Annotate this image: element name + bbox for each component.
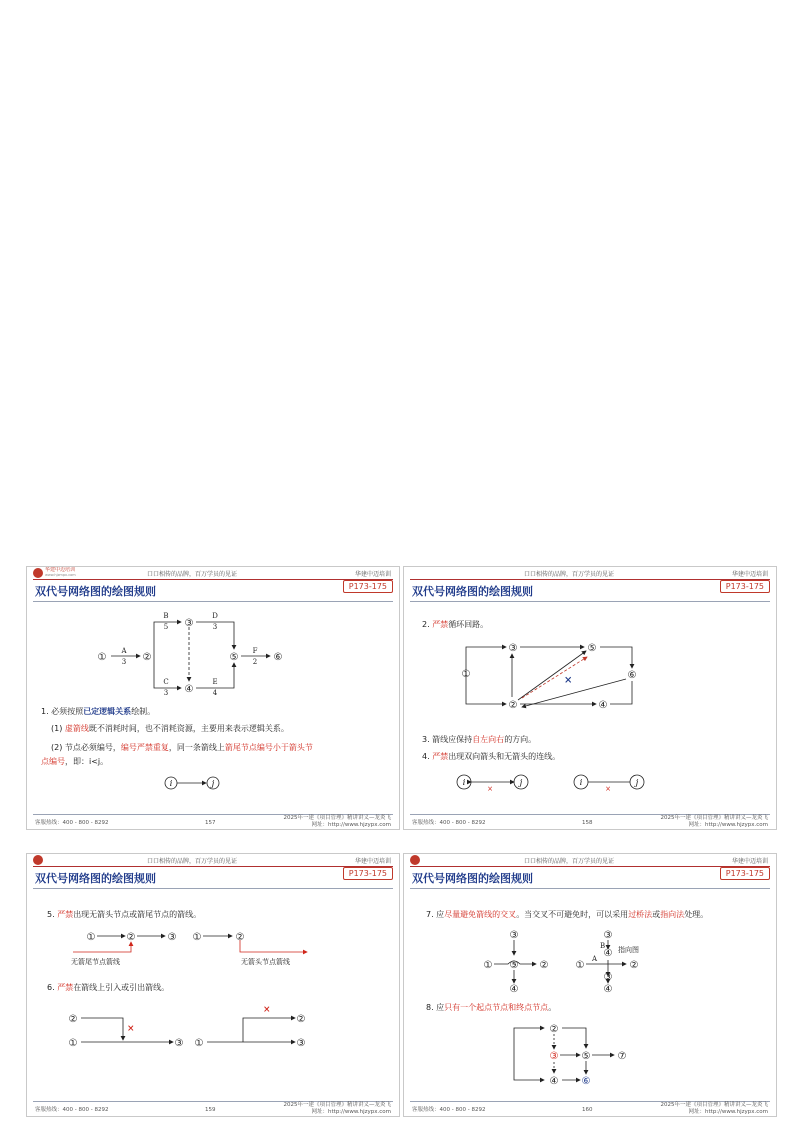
pointer-label: 指向图: [618, 946, 639, 954]
brand: 华建中迈培训: [731, 858, 768, 865]
node-1-pointer: ①: [575, 960, 585, 971]
node-i-b: i: [579, 778, 583, 787]
slogan: 口口相传的品牌，百万学员的见证: [524, 571, 615, 578]
slogan: 口口相传的品牌，百万学员的见证: [524, 858, 615, 865]
arrow-A-label: A: [121, 647, 127, 655]
arrow-D-label: D: [212, 612, 218, 620]
network-diagram: [27, 567, 399, 829]
node-1-d: ①: [194, 1038, 204, 1049]
node-7-single: ⑦: [617, 1051, 627, 1062]
brand: 华建中迈培训: [354, 858, 391, 865]
node-3: ③: [184, 618, 194, 629]
node-2: ②: [142, 652, 152, 663]
footer-page-number: 159: [205, 1107, 216, 1113]
sub-1-num: (1): [51, 724, 65, 733]
node-4-bridge: ④: [509, 984, 519, 995]
node-4: ④: [598, 700, 608, 711]
sub-2-line-2-text: ，即：i<j。: [65, 757, 109, 766]
node-3-a: ③: [167, 932, 177, 943]
brand: 华建中迈培训: [731, 571, 768, 578]
rule-4-num: 4.: [422, 752, 433, 761]
node-2-b: ②: [235, 932, 245, 943]
rule-8: [426, 1002, 556, 1013]
rule-6-num: 6.: [47, 983, 58, 992]
sub-1-text: 既不消耗时间，也不消耗资源，主要用来表示逻辑关系。: [88, 724, 289, 733]
node-2-d: ②: [296, 1014, 306, 1025]
sub-2-highlight-2: 箭尾节点编号小于箭头节: [224, 743, 313, 752]
cross-d: ×: [263, 1005, 271, 1015]
rule-7-highlight-2: 过桥法: [628, 910, 653, 919]
label-B: B: [600, 942, 606, 950]
arrow-D-dur: 3: [212, 623, 218, 631]
rule-1-highlight: 已定逻辑关系: [83, 707, 132, 716]
arrow-C-label: C: [163, 678, 169, 686]
rule-1-sub-2: [51, 742, 313, 753]
rule-7-highlight-3: 指向法: [660, 910, 685, 919]
cycle-diagram: [404, 567, 776, 829]
arrow-F-dur: 2: [252, 658, 258, 666]
node-1-a: ①: [86, 932, 96, 943]
rule-6-text: 在箭线上引入或引出箭线。: [73, 983, 170, 992]
node-3b-pointer: ③: [603, 972, 613, 983]
footer-book: 2025年一建《项目管理》精讲讲义—龙炎飞: [660, 1102, 768, 1108]
rule-1-sub-1: [51, 723, 289, 734]
node-2-a: ②: [126, 932, 136, 943]
footer-hotline: 客服热线：400 - 800 - 8292: [412, 1107, 486, 1113]
cross-mark: ×: [564, 675, 573, 686]
node-4-single: ④: [549, 1076, 559, 1087]
node-3-single: ③: [549, 1051, 559, 1062]
node-3-bridge: ③: [509, 930, 519, 941]
rule-3-highlight: 自左向右: [472, 735, 505, 744]
footer-website: 网址：http://www.hjzypx.com: [311, 1109, 391, 1115]
node-2: ②: [508, 700, 518, 711]
slide-160: [403, 853, 777, 1117]
node-3: ③: [508, 643, 518, 654]
rule-5-highlight: 严禁: [57, 910, 74, 919]
node-5: ⑤: [229, 652, 239, 663]
page-badge: P173-175: [720, 580, 770, 593]
footer-book: 2025年一建《项目管理》精讲讲义—龙炎飞: [283, 815, 391, 821]
page-badge: P173-175: [343, 580, 393, 593]
node-2-pointer: ②: [629, 960, 639, 971]
slide-title: 双代号网络图的绘图规则: [412, 872, 533, 885]
node-5-bridge: ⑤: [509, 960, 519, 971]
rule-1-text: 1. 必须按照: [41, 707, 84, 716]
page-badge: P173-175: [720, 867, 770, 880]
rule-1-end: 绘制。: [131, 707, 156, 716]
arrow-A-dur: 3: [121, 658, 127, 666]
node-4-pointer: ④: [603, 948, 613, 959]
rule-7-or: 或: [652, 910, 661, 919]
node-1: ①: [461, 669, 471, 680]
node-6-single: ⑥: [581, 1076, 591, 1087]
footer-hotline: 客服热线：400 - 800 - 8292: [35, 820, 109, 826]
rule-5-text: 出现无箭头节点或箭尾节点的箭线。: [73, 910, 202, 919]
node-1-bridge: ①: [483, 960, 493, 971]
arrow-B-label: B: [163, 612, 169, 620]
label-no-tail: 无箭尾节点箭线: [71, 958, 120, 966]
sub-2-mid: ，同一条箭线上: [168, 743, 225, 752]
node-1-b: ①: [192, 932, 202, 943]
brand: 华建中迈培训: [354, 571, 391, 578]
rule-2-text: 循环回路。: [448, 620, 489, 629]
node-2-single: ②: [549, 1024, 559, 1035]
rule-7-end: 处理。: [684, 910, 709, 919]
rule-2-highlight: 严禁: [432, 620, 449, 629]
rule-7-mid: 。当交叉不可避免时，可以采用: [516, 910, 629, 919]
sub-1-highlight: 虚箭线: [64, 724, 89, 733]
sub-2-highlight: 编号严禁重复: [120, 743, 169, 752]
node-5-single: ⑤: [581, 1051, 591, 1062]
footer-website: 网址：http://www.hjzypx.com: [311, 822, 391, 828]
footer-book: 2025年一建《项目管理》精讲讲义—龙炎飞: [660, 815, 768, 821]
rule-8-highlight: 只有一个起点节点和终点节点: [444, 1003, 549, 1012]
footer-page-number: 158: [582, 820, 593, 826]
slogan: 口口相传的品牌，百万学员的见证: [147, 571, 238, 578]
sub-2-text: (2) 节点必须编号，: [51, 743, 121, 752]
footer-page-number: 157: [205, 820, 216, 826]
cross-b: ×: [605, 785, 611, 793]
node-5: ⑤: [587, 643, 597, 654]
arrow-F-label: F: [252, 647, 258, 655]
footer-hotline: 客服热线：400 - 800 - 8292: [35, 1107, 109, 1113]
footer-book: 2025年一建《项目管理》精讲讲义—龙炎飞: [283, 1102, 391, 1108]
node-i-a: i: [462, 778, 466, 787]
footer-website: 网址：http://www.hjzypx.com: [688, 822, 768, 828]
node-1: ①: [97, 652, 107, 663]
node-j: j: [211, 779, 215, 788]
rule-4: [422, 751, 560, 762]
node-6: ⑥: [273, 652, 283, 663]
slide-159: [26, 853, 400, 1117]
rule-8-num: 8. 应: [426, 1003, 445, 1012]
cross-c: ×: [127, 1024, 135, 1034]
rule-7-num: 7. 应: [426, 910, 445, 919]
rule-3-text: 3. 箭线应保持: [422, 735, 473, 744]
node-1-c: ①: [68, 1038, 78, 1049]
rule-7-highlight: 尽量避免箭线的交叉: [444, 910, 517, 919]
node-j-a: j: [519, 778, 523, 787]
node-3-c: ③: [174, 1038, 184, 1049]
node-j-b: j: [635, 778, 639, 787]
logo-name: 华建中迈培训: [45, 567, 76, 573]
arrow-E-dur: 4: [212, 689, 218, 697]
node-6: ⑥: [627, 670, 637, 681]
footer-hotline: 客服热线：400 - 800 - 8292: [412, 820, 486, 826]
arrow-E-label: E: [212, 678, 218, 686]
logo-url: www.hjzmpx.com: [45, 573, 76, 577]
rule-2-num: 2.: [422, 620, 433, 629]
arrow-B-dur: 5: [163, 623, 169, 631]
node-2-c: ②: [68, 1014, 78, 1025]
rule-1: [41, 706, 155, 717]
arrow-C-dur: 3: [163, 689, 169, 697]
slide-title: 双代号网络图的绘图规则: [412, 585, 533, 598]
node-3-d: ③: [296, 1038, 306, 1049]
node-4: ④: [184, 684, 194, 695]
node-4b-pointer: ④: [603, 984, 613, 995]
slide-title: 双代号网络图的绘图规则: [35, 585, 156, 598]
page-badge: P173-175: [343, 867, 393, 880]
rule-4-highlight: 严禁: [432, 752, 449, 761]
footer-page-number: 160: [582, 1107, 593, 1113]
rule-3: [422, 734, 536, 745]
cross-a: ×: [487, 785, 493, 793]
slide-157: [26, 566, 400, 830]
node-2-bridge: ②: [539, 960, 549, 971]
rule-7-8-diagrams: [404, 854, 776, 1116]
rule-6: [47, 982, 169, 993]
slide-158: [403, 566, 777, 830]
slogan: 口口相传的品牌，百万学员的见证: [147, 858, 238, 865]
rule-1-sub-2-line-2: [41, 756, 108, 767]
node-i: i: [169, 779, 173, 788]
rule-8-end: 。: [548, 1003, 557, 1012]
footer-website: 网址：http://www.hjzypx.com: [688, 1109, 768, 1115]
rule-6-highlight: 严禁: [57, 983, 74, 992]
sub-2-line-2-highlight: 点编号: [41, 757, 65, 766]
label-no-head: 无箭头节点箭线: [241, 958, 290, 966]
node-3-pointer: ③: [603, 930, 613, 941]
rule-5-num: 5.: [47, 910, 58, 919]
rule-4-text: 出现双向箭头和无箭头的连线。: [448, 752, 561, 761]
slide-title: 双代号网络图的绘图规则: [35, 872, 156, 885]
label-A: A: [592, 955, 598, 963]
rule-3-end: 的方向。: [504, 735, 537, 744]
